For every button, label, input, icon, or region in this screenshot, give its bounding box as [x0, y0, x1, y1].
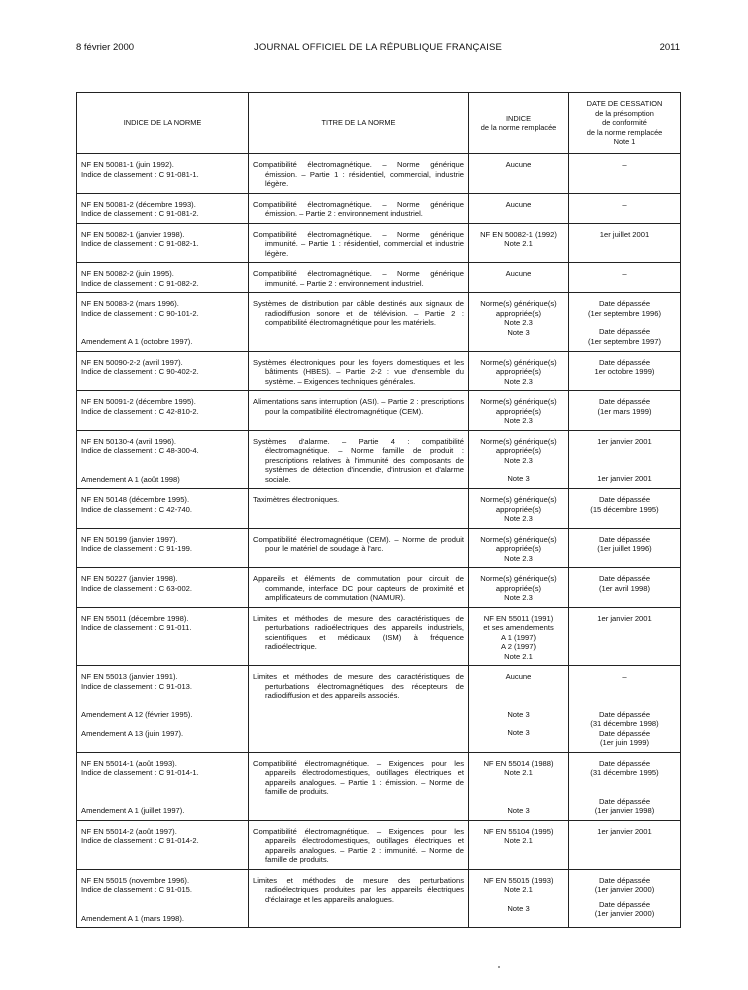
- cessation-date-cell: –: [569, 154, 681, 194]
- standard-title-cell: Systèmes électroniques pour les foyers domestiques et les bâtiments (HBES). – Partie 2-2 : vue d'ensemble du système. – Exigences techniques générales.: [249, 351, 469, 391]
- standard-index-cell: NF EN 50199 (janvier 1997). Indice de classement : C 91-199.: [77, 528, 249, 568]
- standard-index-cell: NF EN 55015 (novembre 1996). Indice de classement : C 91-015. Amendement A 1 (mars 1998).: [77, 869, 249, 928]
- replaced-index-cell: Norme(s) générique(s) appropriée(s) Note 2.3: [469, 351, 569, 391]
- table-row: [77, 568, 681, 608]
- amendment-label: Amendement A 1 (août 1998): [81, 474, 180, 484]
- standard-title-cell: Systèmes de distribution par câble destinés aux signaux de radiodiffusion sonore et de télévision. – Partie 2 : compatibilité électromagnétique pour les matériels.: [249, 293, 469, 352]
- standard-index-cell: NF EN 50148 (décembre 1995). Indice de classement : C 42-740.: [77, 489, 249, 529]
- page-number: 2011: [659, 42, 680, 53]
- standard-title-cell: Limites et méthodes de mesure des caractéristiques de perturbations radioélectriques des appareils industriels, scientifiques et médicaux (ISM) à fréquence radioélectrique.: [249, 607, 469, 666]
- amendment-label: Amendement A 1 (mars 1998).: [81, 913, 184, 923]
- header-replaced-index: INDICE de la norme remplacée: [469, 93, 569, 154]
- standard-index-cell: NF EN 50130-4 (avril 1996). Indice de classement : C 48-300-4. Amendement A 1 (août 1998): [77, 430, 249, 489]
- cessation-date-cell: Date dépassée (1er avril 1998): [569, 568, 681, 608]
- table-row: [77, 528, 681, 568]
- cessation-date-cell: Date dépassée (15 décembre 1995): [569, 489, 681, 529]
- table-row: [77, 391, 681, 431]
- replaced-index-cell: Norme(s) générique(s) appropriée(s) Note 2.3: [469, 489, 569, 529]
- table-row: [77, 154, 681, 194]
- standard-title-cell: Compatibilité électromagnétique (CEM). – Norme de produit pour le matériel de soudage à l'arc.: [249, 528, 469, 568]
- table-row: [77, 607, 681, 666]
- table-row: [77, 489, 681, 529]
- replaced-index-cell: NF EN 55015 (1993) Note 2.1 Note 3: [469, 869, 569, 928]
- table-row: [77, 263, 681, 293]
- standard-index-cell: NF EN 50090-2-2 (avril 1997). Indice de classement : C 90-402-2.: [77, 351, 249, 391]
- table-row: [77, 351, 681, 391]
- standard-index-cell: NF EN 50083-2 (mars 1996). Indice de classement : C 90-101-2. Amendement A 1 (octobre 1997).: [77, 293, 249, 352]
- page-header: [76, 42, 680, 56]
- standard-index-cell: NF EN 50082-1 (janvier 1998). Indice de classement : C 91-082-1.: [77, 223, 249, 263]
- standard-title-cell: Compatibilité électromagnétique. – Exigences pour les appareils électrodomestiques, outillages électriques et appareils analogues. – Partie 2 : immunité. – Norme de famille de produits.: [249, 820, 469, 869]
- standard-title-cell: Alimentations sans interruption (ASI). – Partie 2 : prescriptions pour la compatibilité électromagnétique (CEM).: [249, 391, 469, 431]
- replaced-index-cell: Aucune: [469, 154, 569, 194]
- replaced-index-cell: Norme(s) générique(s) appropriée(s) Note 2.3 Note 3: [469, 430, 569, 489]
- standard-title-cell: Systèmes d'alarme. – Partie 4 : compatibilité électromagnétique. – Norme famille de produit : prescriptions relatives à l'immunité des composants de systèmes de détection d'incendie, d'intrusion et d'alarme sociale.: [249, 430, 469, 489]
- table-row: [77, 869, 681, 928]
- cessation-date-cell: Date dépassée (1er janvier 2000) Date dépassée (1er janvier 2000): [569, 869, 681, 928]
- standard-index-cell: NF EN 50091-2 (décembre 1995). Indice de classement : C 42-810-2.: [77, 391, 249, 431]
- standard-title-cell: Compatibilité électromagnétique. – Exigences pour les appareils électrodomestiques, outillages électriques et appareils analogues. – Partie 1 : émission. – Norme de famille de produits.: [249, 752, 469, 820]
- cessation-date-cell: 1er janvier 2001 1er janvier 2001: [569, 430, 681, 489]
- header-cessation-date: DATE DE CESSATION de la présomption de conformité de la norme remplacée Note 1: [569, 93, 681, 154]
- table-row: [77, 752, 681, 820]
- header-title: JOURNAL OFFICIEL DE LA RÉPUBLIQUE FRANÇAISE: [253, 42, 503, 53]
- standard-index-cell: NF EN 50081-2 (décembre 1993). Indice de classement : C 91-081-2.: [77, 193, 249, 223]
- cessation-date-cell: –: [569, 263, 681, 293]
- cessation-date-cell: Date dépassée 1er octobre 1999): [569, 351, 681, 391]
- speck-mark: [498, 966, 500, 968]
- cessation-date-cell: Date dépassée (31 décembre 1995) Date dépassée (1er janvier 1998): [569, 752, 681, 820]
- cessation-date-cell: 1er janvier 2001: [569, 820, 681, 869]
- header-standard-index: INDICE DE LA NORME: [77, 93, 249, 154]
- replaced-index-cell: NF EN 55104 (1995) Note 2.1: [469, 820, 569, 869]
- standard-title-cell: Appareils et éléments de commutation pour circuit de commande, interface DC pour capteurs de proximité et amplificateurs de commutation (NAMUR).: [249, 568, 469, 608]
- standard-index-cell: NF EN 50082-2 (juin 1995). Indice de classement : C 91-082-2.: [77, 263, 249, 293]
- replaced-index-cell: NF EN 55014 (1988) Note 2.1 Note 3: [469, 752, 569, 820]
- standard-title-cell: Limites et méthodes de mesure des perturbations radioélectriques produites par les appareils électriques d'éclairage et les appareils analogues.: [249, 869, 469, 928]
- standard-title-cell: Taximètres électroniques.: [249, 489, 469, 529]
- standard-title-cell: Compatibilité électromagnétique. – Norme générique émission. – Partie 1 : résidentiel, commercial, industrie légère.: [249, 154, 469, 194]
- table-row: [77, 293, 681, 352]
- header-date: 8 février 2000: [76, 42, 135, 53]
- table-row: [77, 193, 681, 223]
- cessation-date-cell: Date dépassée (1er juillet 1996): [569, 528, 681, 568]
- table-row: [77, 820, 681, 869]
- replaced-index-cell: Aucune: [469, 193, 569, 223]
- replaced-index-cell: Norme(s) générique(s) appropriée(s) Note 2.3: [469, 528, 569, 568]
- cessation-date-cell: –: [569, 193, 681, 223]
- header-standard-title: TITRE DE LA NORME: [249, 93, 469, 154]
- standard-title-cell: Compatibilité électromagnétique. – Norme générique immunité. – Partie 2 : environnement industriel.: [249, 263, 469, 293]
- amendment-label: Amendement A 13 (juin 1997).: [81, 728, 184, 738]
- cessation-date-cell: Date dépassée (1er mars 1999): [569, 391, 681, 431]
- cessation-date-cell: 1er juillet 2001: [569, 223, 681, 263]
- standard-index-cell: NF EN 55013 (janvier 1991). Indice de classement : C 91-013. Amendement A 12 (février 1995). Amendement A 13 (juin 1997).: [77, 666, 249, 753]
- amendment-label: Amendement A 1 (juillet 1997).: [81, 805, 185, 815]
- cessation-date-cell: Date dépassée (1er septembre 1996) Date dépassée (1er septembre 1997): [569, 293, 681, 352]
- table-header-row: [77, 93, 681, 154]
- standard-index-cell: NF EN 50081-1 (juin 1992). Indice de classement : C 91-081-1.: [77, 154, 249, 194]
- replaced-index-cell: Aucune Note 3 Note 3: [469, 666, 569, 753]
- table-row: [77, 223, 681, 263]
- replaced-index-cell: Norme(s) générique(s) appropriée(s) Note 2.3: [469, 391, 569, 431]
- replaced-index-cell: NF EN 55011 (1991) et ses amendements A 1 (1997) A 2 (1997) Note 2.1: [469, 607, 569, 666]
- table-row: [77, 430, 681, 489]
- standard-index-cell: NF EN 55011 (décembre 1998). Indice de classement : C 91-011.: [77, 607, 249, 666]
- table-row: [77, 666, 681, 753]
- standard-index-cell: NF EN 55014-2 (août 1997). Indice de classement : C 91-014-2.: [77, 820, 249, 869]
- cessation-date-cell: 1er janvier 2001: [569, 607, 681, 666]
- standard-title-cell: Compatibilité électromagnétique. – Norme générique immunité. – Partie 1 : résidentiel, commercial et industrie légère.: [249, 223, 469, 263]
- replaced-index-cell: Aucune: [469, 263, 569, 293]
- standards-table: [76, 92, 681, 928]
- standard-index-cell: NF EN 55014-1 (août 1993). Indice de classement : C 91-014-1. Amendement A 1 (juillet 1997).: [77, 752, 249, 820]
- standard-title-cell: Limites et méthodes de mesure des caractéristiques de perturbations électromagnétiques des récepteurs de radiodiffusion et des appareils associés.: [249, 666, 469, 753]
- replaced-index-cell: Norme(s) générique(s) appropriée(s) Note 2.3: [469, 568, 569, 608]
- amendment-label: Amendement A 12 (février 1995).: [81, 710, 193, 719]
- standard-index-cell: NF EN 50227 (janvier 1998). Indice de classement : C 63-002.: [77, 568, 249, 608]
- standard-title-cell: Compatibilité électromagnétique. – Norme générique émission. – Partie 2 : environnement industriel.: [249, 193, 469, 223]
- amendment-label: Amendement A 1 (octobre 1997).: [81, 337, 193, 346]
- cessation-date-cell: – Date dépassée (31 décembre 1998) Date dépassée (1er juin 1999): [569, 666, 681, 753]
- replaced-index-cell: Norme(s) générique(s) appropriée(s) Note 2.3 Note 3: [469, 293, 569, 352]
- replaced-index-cell: NF EN 50082-1 (1992) Note 2.1: [469, 223, 569, 263]
